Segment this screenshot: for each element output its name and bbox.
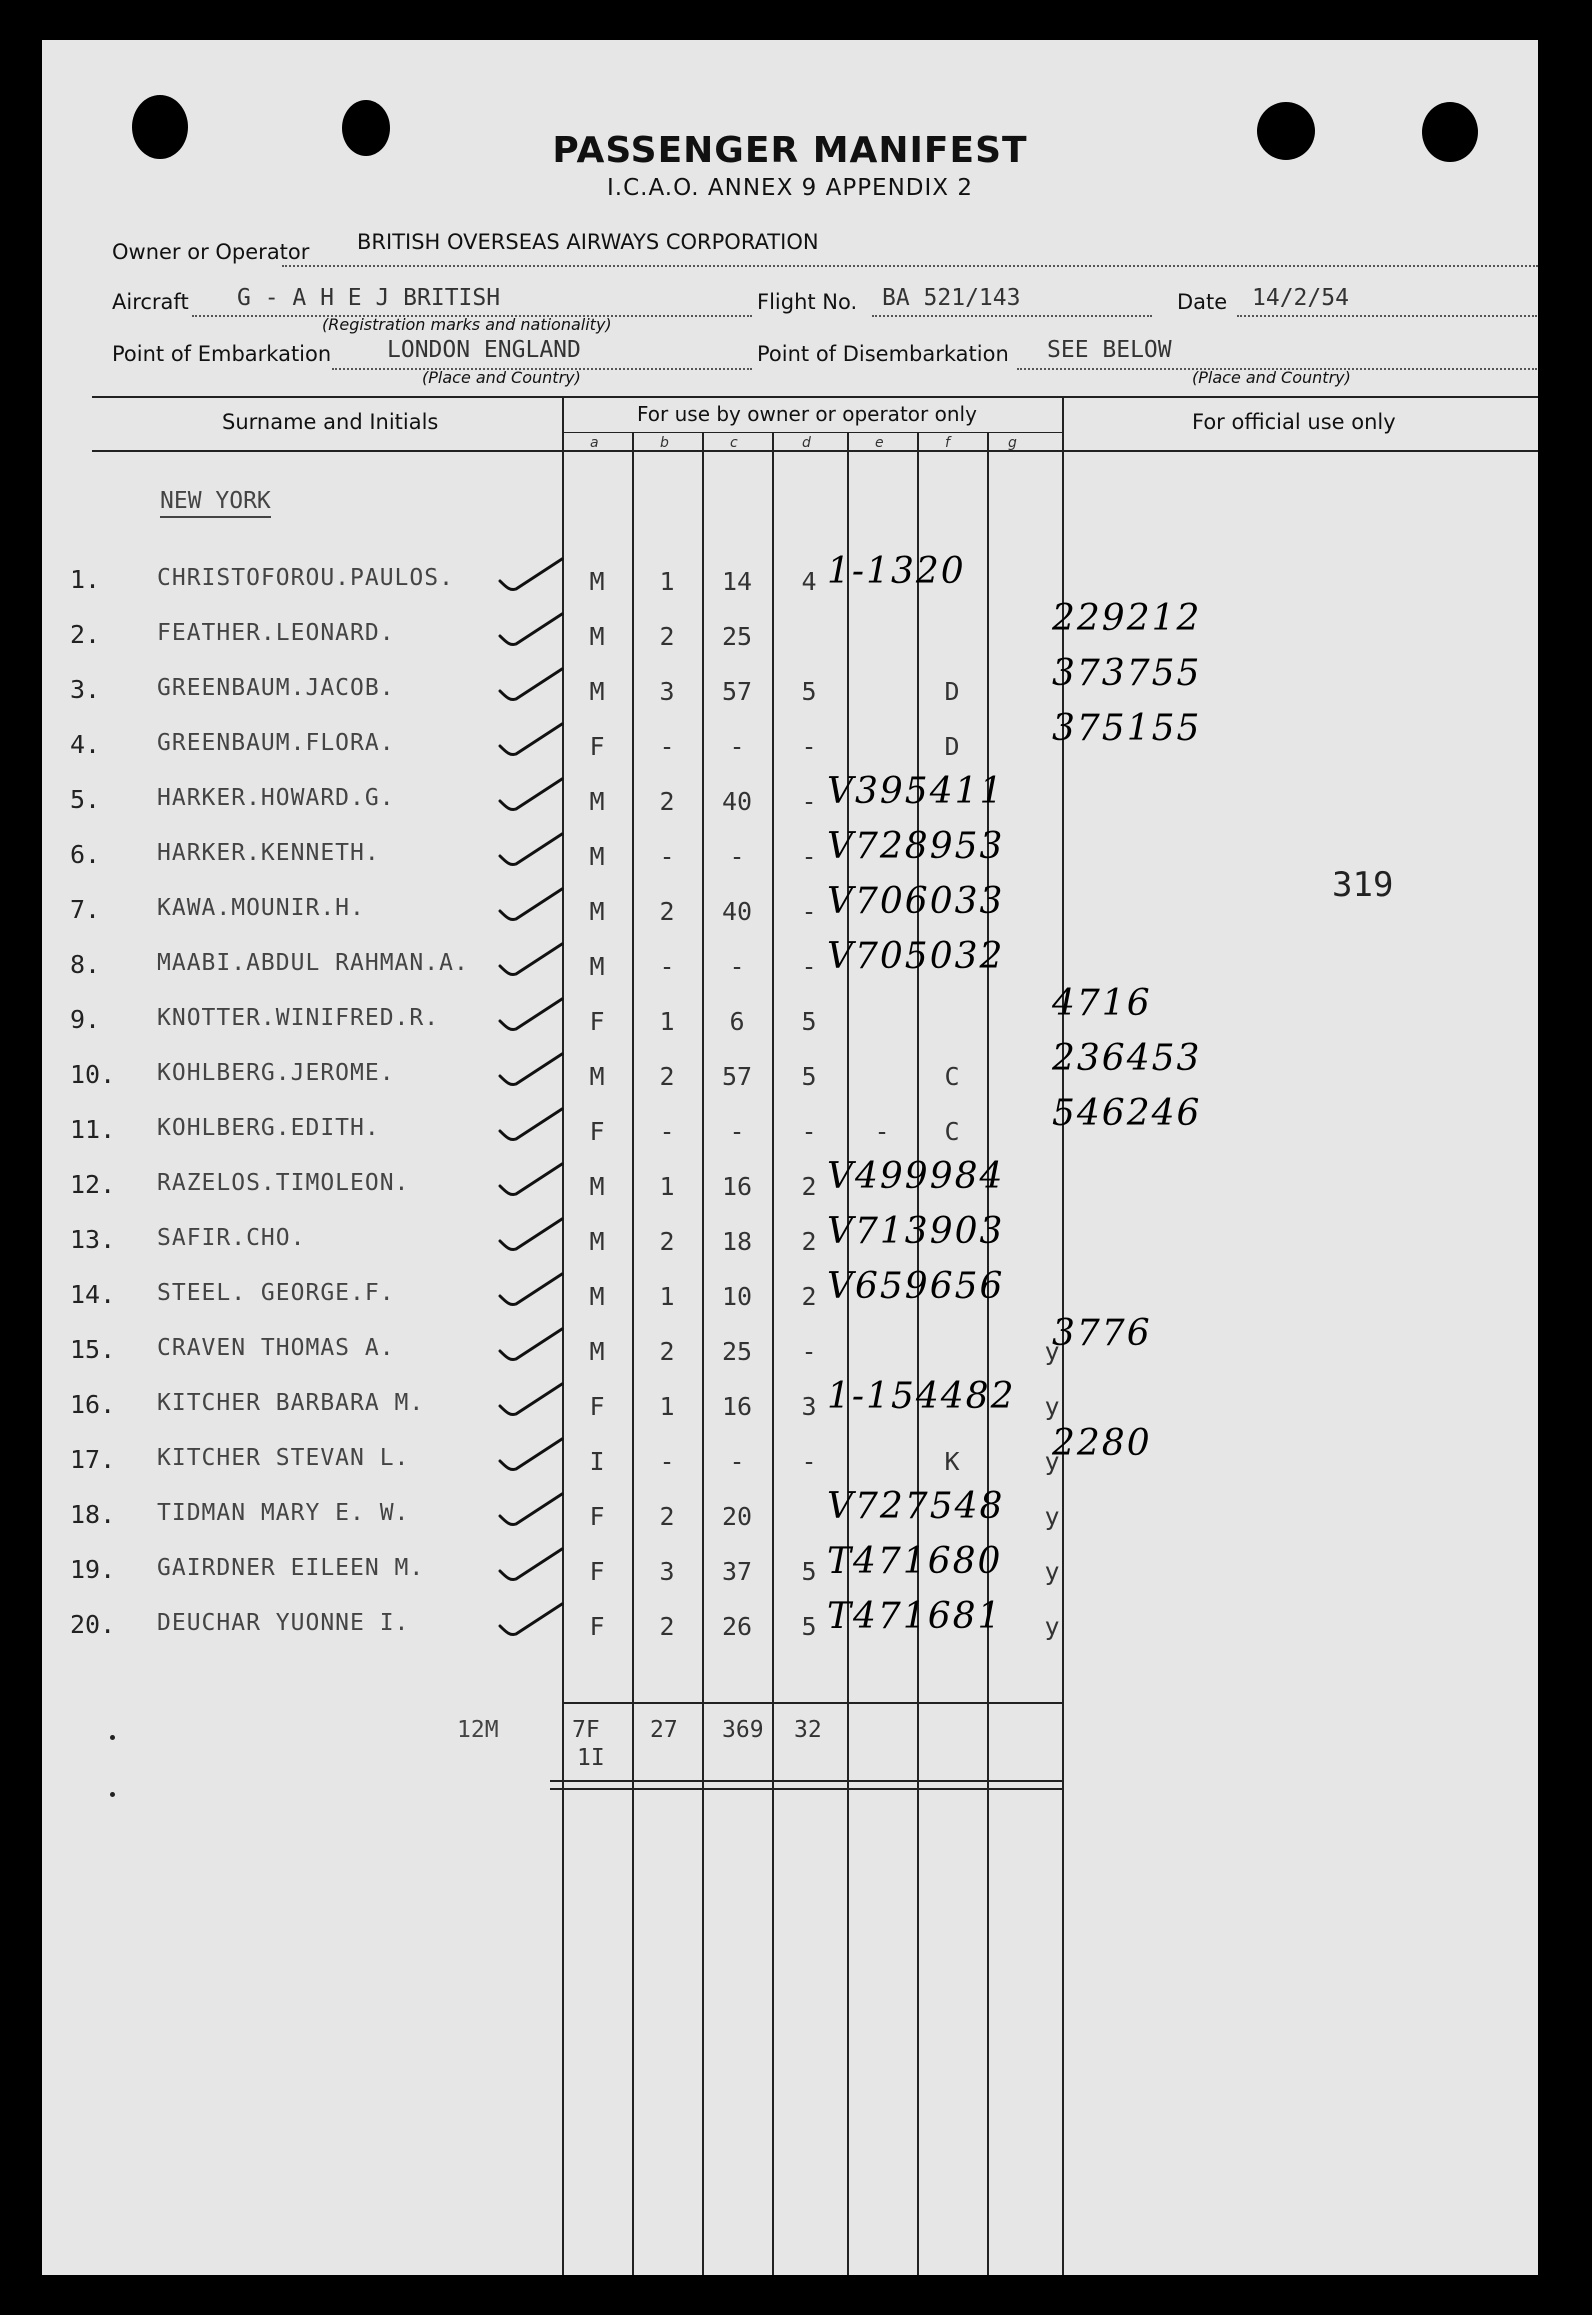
- cell-d: -: [801, 787, 817, 816]
- handwritten-official-number: 3776: [1052, 1313, 1152, 1354]
- row-number: 14.: [70, 1280, 116, 1309]
- check-mark-icon: [492, 1158, 572, 1208]
- check-mark-icon: [492, 1378, 572, 1428]
- cell-g: y: [1044, 1557, 1060, 1586]
- embarkation-value: LONDON ENGLAND: [387, 337, 581, 363]
- cell-c: 6: [729, 1007, 745, 1036]
- cell-b: -: [659, 1447, 675, 1476]
- passenger-name: GREENBAUM.JACOB.: [157, 675, 395, 701]
- cell-a: M: [589, 1062, 605, 1091]
- table-row: [42, 598, 1538, 675]
- passenger-name: KITCHER BARBARA M.: [157, 1390, 425, 1416]
- handwritten-passport-number: 1-1320: [827, 551, 966, 592]
- cell-d: -: [801, 1447, 817, 1476]
- check-mark-icon: [492, 1048, 572, 1098]
- cell-a: M: [589, 677, 605, 706]
- cell-c: 40: [721, 897, 753, 926]
- check-mark-icon: [492, 553, 572, 603]
- cell-b: 2: [659, 1337, 675, 1366]
- handwritten-passport-number: V727548: [827, 1486, 1005, 1527]
- cell-f: D: [944, 732, 960, 761]
- cell-c: -: [729, 952, 745, 981]
- handwritten-official-number: 236453: [1052, 1038, 1202, 1079]
- row-number: 8.: [70, 950, 101, 979]
- row-number: 5.: [70, 785, 101, 814]
- check-mark-icon: [492, 1598, 572, 1648]
- row-number: 16.: [70, 1390, 116, 1419]
- row-number: 12.: [70, 1170, 116, 1199]
- disembarkation-label: Point of Disembarkation: [757, 342, 1009, 366]
- passenger-name: KAWA.MOUNIR.H.: [157, 895, 365, 921]
- handwritten-official-number: 546246: [1052, 1093, 1202, 1134]
- table-row: [42, 1266, 1538, 1335]
- cell-b: 1: [659, 1392, 675, 1421]
- cell-d: -: [801, 842, 817, 871]
- table-row: [42, 1423, 1538, 1500]
- check-mark-icon: [492, 718, 572, 768]
- cell-g: y: [1044, 1337, 1060, 1366]
- cell-d: 2: [801, 1282, 817, 1311]
- handwritten-passport-number: T471681: [827, 1596, 1003, 1637]
- cell-a: F: [589, 732, 605, 761]
- disembarkation-value: SEE BELOW: [1047, 337, 1172, 363]
- aircraft-note: (Registration marks and nationality): [322, 315, 612, 334]
- destination-heading: NEW YORK: [160, 488, 271, 518]
- cell-d: 5: [801, 1557, 817, 1586]
- cell-a: M: [589, 1337, 605, 1366]
- dotted-line: [1237, 315, 1537, 317]
- table-row: [42, 1376, 1538, 1445]
- cell-b: 1: [659, 1007, 675, 1036]
- cell-d: 2: [801, 1227, 817, 1256]
- passenger-name: CRAVEN THOMAS A.: [157, 1335, 395, 1361]
- table-row: [42, 826, 1538, 895]
- row-number: 17.: [70, 1445, 116, 1474]
- handwritten-official-number: 2280: [1052, 1423, 1152, 1464]
- cell-b: 2: [659, 787, 675, 816]
- cell-a: M: [589, 1282, 605, 1311]
- table-header-rule: [92, 450, 1538, 452]
- cell-b: 3: [659, 1557, 675, 1586]
- passenger-name: KOHLBERG.JEROME.: [157, 1060, 395, 1086]
- subcol-f: f: [945, 435, 950, 451]
- cell-c: 16: [721, 1392, 753, 1421]
- total-c: 369: [722, 1717, 764, 1743]
- passenger-name: HARKER.HOWARD.G.: [157, 785, 395, 811]
- table-row: [42, 936, 1538, 1005]
- passenger-name: STEEL. GEORGE.F.: [157, 1280, 395, 1306]
- table-row: [42, 1093, 1538, 1170]
- table-row: [42, 708, 1538, 785]
- subcol-e: e: [875, 435, 884, 451]
- row-number: 3.: [70, 675, 101, 704]
- cell-g: y: [1044, 1502, 1060, 1531]
- passenger-name: RAZELOS.TIMOLEON.: [157, 1170, 410, 1196]
- passenger-name: MAABI.ABDUL RAHMAN.A.: [157, 950, 469, 976]
- row-number: 19.: [70, 1555, 116, 1584]
- check-mark-icon: [492, 828, 572, 878]
- cell-c: 14: [721, 567, 753, 596]
- cell-d: -: [801, 732, 817, 761]
- passenger-name: FEATHER.LEONARD.: [157, 620, 395, 646]
- check-mark-icon: [492, 1268, 572, 1318]
- table-row: [42, 653, 1538, 730]
- col-owner-header: For use by owner or operator only: [637, 402, 977, 426]
- cell-b: 2: [659, 897, 675, 926]
- passenger-name: KNOTTER.WINIFRED.R.: [157, 1005, 440, 1031]
- cell-e: -: [874, 1117, 890, 1146]
- check-mark-icon: [492, 773, 572, 823]
- check-mark-icon: [492, 1488, 572, 1538]
- cell-f: C: [944, 1062, 960, 1091]
- handwritten-passport-number: V395411: [827, 771, 1005, 812]
- cell-c: -: [729, 732, 745, 761]
- page-title: PASSENGER MANIFEST: [552, 130, 1028, 171]
- handwritten-passport-number: T471680: [827, 1541, 1003, 1582]
- flight-label: Flight No.: [757, 290, 858, 314]
- cell-d: 2: [801, 1172, 817, 1201]
- totals-double-rule: [550, 1788, 1062, 1790]
- check-mark-icon: [492, 883, 572, 933]
- subcol-a: a: [590, 435, 599, 451]
- cell-g: y: [1044, 1392, 1060, 1421]
- check-mark-icon: [492, 938, 572, 988]
- manifest-page: [42, 40, 1538, 2275]
- cell-a: F: [589, 1007, 605, 1036]
- bullet-dot: [110, 1792, 115, 1797]
- totals-top-rule: [562, 1702, 1062, 1704]
- check-mark-icon: [492, 1543, 572, 1593]
- page-subtitle: I.C.A.O. ANNEX 9 APPENDIX 2: [607, 175, 973, 201]
- table-row: [42, 771, 1538, 840]
- table-row: [42, 551, 1538, 620]
- row-number: 2.: [70, 620, 101, 649]
- handwritten-official-number: 375155: [1052, 708, 1202, 749]
- cell-g: y: [1044, 1447, 1060, 1476]
- cell-c: 25: [721, 622, 753, 651]
- passenger-name: KOHLBERG.EDITH.: [157, 1115, 380, 1141]
- row-number: 13.: [70, 1225, 116, 1254]
- total-infant: 1I: [577, 1745, 605, 1771]
- cell-c: 20: [721, 1502, 753, 1531]
- cell-b: -: [659, 1117, 675, 1146]
- cell-b: -: [659, 842, 675, 871]
- row-number: 11.: [70, 1115, 116, 1144]
- cell-d: 5: [801, 1062, 817, 1091]
- cell-c: 16: [721, 1172, 753, 1201]
- row-number: 15.: [70, 1335, 116, 1364]
- subcol-g: g: [1008, 435, 1017, 451]
- handwritten-passport-number: V728953: [827, 826, 1005, 867]
- cell-c: 37: [721, 1557, 753, 1586]
- cell-f: K: [944, 1447, 960, 1476]
- totals-double-rule: [550, 1780, 1062, 1782]
- table-top-rule: [92, 396, 1538, 398]
- cell-a: I: [589, 1447, 605, 1476]
- cell-c: -: [729, 1447, 745, 1476]
- col-surname-header: Surname and Initials: [222, 410, 439, 434]
- cell-d: -: [801, 897, 817, 926]
- handwritten-passport-number: V706033: [827, 881, 1005, 922]
- cell-b: 1: [659, 1282, 675, 1311]
- cell-d: -: [801, 1117, 817, 1146]
- dotted-line: [282, 265, 1538, 267]
- row-number: 20.: [70, 1610, 116, 1639]
- cell-b: 2: [659, 1502, 675, 1531]
- total-d: 32: [794, 1717, 822, 1743]
- cell-b: 2: [659, 622, 675, 651]
- handwritten-passport-number: V705032: [827, 936, 1005, 977]
- table-row: [42, 1156, 1538, 1225]
- subcol-b: b: [660, 435, 669, 451]
- check-mark-icon: [492, 993, 572, 1043]
- cell-b: 1: [659, 1172, 675, 1201]
- embarkation-note: (Place and Country): [422, 368, 581, 387]
- cell-b: -: [659, 732, 675, 761]
- cell-g: y: [1044, 1612, 1060, 1641]
- check-mark-icon: [492, 663, 572, 713]
- cell-c: 25: [721, 1337, 753, 1366]
- row-number: 6.: [70, 840, 101, 869]
- col-official-header: For official use only: [1192, 410, 1396, 434]
- cell-f: D: [944, 677, 960, 706]
- table-row: [42, 1486, 1538, 1555]
- handwritten-passport-number: 1-154482: [827, 1376, 1016, 1417]
- cell-a: M: [589, 952, 605, 981]
- passenger-name: TIDMAN MARY E. W.: [157, 1500, 410, 1526]
- cell-d: 3: [801, 1392, 817, 1421]
- cell-c: -: [729, 1117, 745, 1146]
- page-number-stamp: 319: [1332, 865, 1394, 905]
- passenger-name: GAIRDNER EILEEN M.: [157, 1555, 425, 1581]
- check-mark-icon: [492, 1103, 572, 1153]
- cell-c: 18: [721, 1227, 753, 1256]
- disembarkation-note: (Place and Country): [1192, 368, 1351, 387]
- dotted-line: [872, 315, 1152, 317]
- cell-a: M: [589, 1172, 605, 1201]
- passenger-name: GREENBAUM.FLORA.: [157, 730, 395, 756]
- row-number: 7.: [70, 895, 101, 924]
- handwritten-official-number: 4716: [1052, 983, 1152, 1024]
- date-label: Date: [1177, 290, 1228, 314]
- cell-d: 5: [801, 1007, 817, 1036]
- owner-value: BRITISH OVERSEAS AIRWAYS CORPORATION: [357, 230, 819, 254]
- cell-c: 40: [721, 787, 753, 816]
- total-b: 27: [650, 1717, 678, 1743]
- row-number: 9.: [70, 1005, 101, 1034]
- total-female: 7F: [572, 1717, 600, 1743]
- flight-value: BA 521/143: [882, 285, 1021, 311]
- row-number: 10.: [70, 1060, 116, 1089]
- cell-a: M: [589, 842, 605, 871]
- subcol-c: c: [730, 435, 738, 451]
- aircraft-label: Aircraft: [112, 290, 189, 314]
- cell-a: M: [589, 897, 605, 926]
- table-row: [42, 983, 1538, 1060]
- cell-b: 1: [659, 567, 675, 596]
- cell-d: 4: [801, 567, 817, 596]
- cell-d: -: [801, 1337, 817, 1366]
- table-row: [42, 1038, 1538, 1115]
- handwritten-passport-number: V499984: [827, 1156, 1005, 1197]
- cell-a: M: [589, 787, 605, 816]
- cell-a: M: [589, 1227, 605, 1256]
- handwritten-passport-number: V659656: [827, 1266, 1005, 1307]
- subcol-d: d: [802, 435, 811, 451]
- cell-c: 57: [721, 1062, 753, 1091]
- embarkation-label: Point of Embarkation: [112, 342, 332, 366]
- cell-b: 2: [659, 1062, 675, 1091]
- owner-label: Owner or Operator: [112, 240, 310, 264]
- cell-a: F: [589, 1557, 605, 1586]
- row-number: 18.: [70, 1500, 116, 1529]
- cell-d: 5: [801, 677, 817, 706]
- cell-c: 26: [721, 1612, 753, 1641]
- cell-b: 3: [659, 677, 675, 706]
- cell-a: M: [589, 622, 605, 651]
- cell-a: F: [589, 1612, 605, 1641]
- date-value: 14/2/54: [1252, 285, 1349, 311]
- handwritten-passport-number: V713903: [827, 1211, 1005, 1252]
- row-number: 1.: [70, 565, 101, 594]
- cell-b: -: [659, 952, 675, 981]
- table-row: [42, 1541, 1538, 1610]
- table-row: [42, 1596, 1538, 1665]
- check-mark-icon: [492, 1433, 572, 1483]
- cell-a: F: [589, 1502, 605, 1531]
- table-row: [42, 1211, 1538, 1280]
- passenger-name: CHRISTOFOROU.PAULOS.: [157, 565, 454, 591]
- cell-f: C: [944, 1117, 960, 1146]
- aircraft-value: G - A H E J BRITISH: [237, 285, 501, 311]
- cell-b: 2: [659, 1227, 675, 1256]
- cell-c: 10: [721, 1282, 753, 1311]
- total-male: 12M: [457, 1717, 499, 1743]
- cell-d: -: [801, 952, 817, 981]
- passenger-name: HARKER.KENNETH.: [157, 840, 380, 866]
- cell-b: 2: [659, 1612, 675, 1641]
- cell-c: -: [729, 842, 745, 871]
- table-row: [42, 1313, 1538, 1390]
- cell-a: F: [589, 1392, 605, 1421]
- bullet-dot: [110, 1735, 115, 1740]
- passenger-name: DEUCHAR YUONNE I.: [157, 1610, 410, 1636]
- cell-d: 5: [801, 1612, 817, 1641]
- check-mark-icon: [492, 608, 572, 658]
- passenger-name: KITCHER STEVAN L.: [157, 1445, 410, 1471]
- cell-a: F: [589, 1117, 605, 1146]
- row-number: 4.: [70, 730, 101, 759]
- passenger-name: SAFIR.CHO.: [157, 1225, 306, 1251]
- handwritten-official-number: 373755: [1052, 653, 1202, 694]
- check-mark-icon: [492, 1213, 572, 1263]
- check-mark-icon: [492, 1323, 572, 1373]
- handwritten-official-number: 229212: [1052, 598, 1202, 639]
- cell-c: 57: [721, 677, 753, 706]
- cell-a: M: [589, 567, 605, 596]
